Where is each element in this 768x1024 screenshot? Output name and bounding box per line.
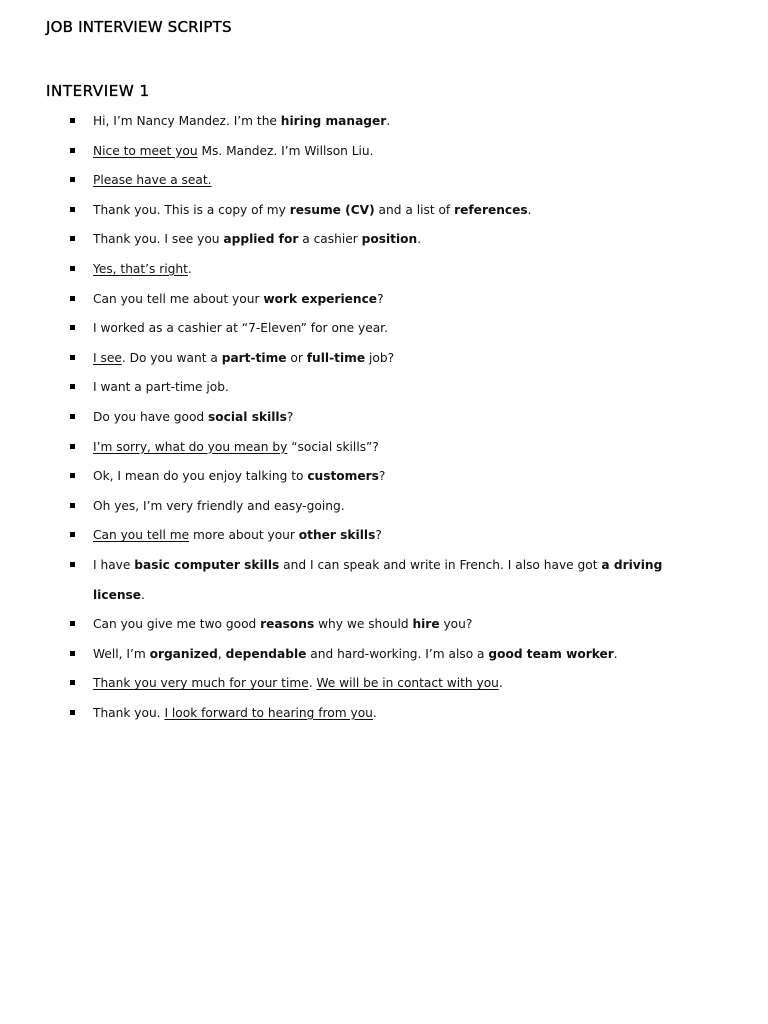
script-line [0,314,768,344]
script-line [0,492,768,522]
square-bullet-icon [70,355,75,360]
bold-text: good team worker [488,646,614,661]
text-segment: why we should [314,617,413,632]
bold-text: social skills [208,409,287,424]
square-bullet-icon [70,118,75,123]
square-bullet-icon [70,177,75,182]
script-line [0,285,768,315]
bold-text: hire [412,617,440,632]
script-line-list [0,107,768,728]
script-line [0,669,768,699]
square-bullet-icon [70,503,75,508]
script-line [0,107,768,137]
text-segment: Do you have good [93,409,209,424]
bold-text: other skills [298,528,376,543]
script-line [0,551,768,610]
text-segment: Thank you. I see you [93,232,224,247]
bold-text: reasons [260,617,315,632]
text-segment: . [386,114,391,128]
text-segment: and hard-working. I’m also a [306,646,489,661]
square-bullet-icon [70,207,75,212]
square-bullet-icon [70,532,75,537]
square-bullet-icon [70,266,75,271]
text-segment: more about your [189,528,299,543]
bold-text: part-time [221,350,287,365]
script-line [0,196,768,226]
script-line [0,225,768,255]
text-segment: “social skills”? [287,439,379,454]
bold-text: customers [307,469,379,484]
text-segment: I want a part-time job. [93,380,229,395]
text-segment: . [308,676,317,691]
text-segment: ? [377,291,384,306]
bold-text: a driving license [93,557,663,602]
text-segment: ? [378,469,386,484]
underlined-text: Thank you very much for your time [93,676,309,691]
bold-text: resume (CV) [289,202,375,217]
bold-text: position [361,232,418,247]
square-bullet-icon [70,296,75,301]
text-segment: or [286,350,307,365]
script-line [0,640,768,670]
bold-text: work experience [263,291,378,306]
square-bullet-icon [70,236,75,241]
square-bullet-icon [70,325,75,330]
document-title: JOB INTERVIEW SCRIPTS [46,18,232,36]
text-segment: Ms. Mandez. I’m Willson Liu. [197,143,374,158]
bold-text: references [454,202,528,217]
text-segment: . [613,646,618,661]
text-segment: Can you give me two good [93,617,261,632]
square-bullet-icon [70,562,75,567]
text-segment: . [498,676,503,691]
square-bullet-icon [70,444,75,449]
bold-text: organized [149,646,218,661]
underlined-text: Yes, that’s right [93,261,188,276]
text-segment: . Do you want a [121,350,222,365]
text-segment: Thank you. [93,705,165,720]
text-segment: Can you tell me about your [93,291,264,306]
text-segment: . [141,587,145,602]
text-segment: and I can speak and write in French. I also have got [279,557,602,572]
script-line [0,137,768,167]
text-segment: . [527,202,532,217]
script-line [0,403,768,433]
script-line [0,433,768,463]
underlined-text: Can you tell me [93,528,190,543]
bold-text: applied for [223,232,299,247]
text-segment: ? [375,528,382,543]
underlined-text: I’m sorry, what do you mean by [93,439,288,454]
square-bullet-icon [70,414,75,419]
square-bullet-icon [70,621,75,626]
text-segment: job? [365,350,395,365]
bold-text: basic computer skills [134,557,280,572]
text-segment: I have [93,557,135,572]
script-line [0,166,768,196]
text-segment: Well, I’m [93,646,150,661]
text-segment: and a list of [374,202,455,217]
square-bullet-icon [70,148,75,153]
script-line [0,255,768,285]
script-line [0,521,768,551]
square-bullet-icon [70,680,75,685]
square-bullet-icon [70,473,75,478]
script-line [0,373,768,403]
underlined-text: We will be in contact with you [316,676,499,691]
text-segment: . [372,705,377,720]
text-segment: I worked as a cashier at “7-Eleven” for one year. [93,321,388,336]
script-line [0,462,768,492]
underlined-text: Please have a seat. [93,173,212,188]
square-bullet-icon [70,710,75,715]
bold-text: hiring manager [280,114,387,128]
text-segment: . [187,261,192,276]
bold-text: dependable [225,646,307,661]
script-line [0,610,768,640]
text-segment: a cashier [298,232,362,247]
text-segment: Ok, I mean do you enjoy talking to [93,469,308,484]
script-line [0,344,768,374]
bold-text: full-time [306,350,366,365]
text-segment: you? [439,617,473,632]
text-segment: Oh yes, I’m very friendly and easy-going. [93,498,345,513]
underlined-text: Nice to meet you [93,143,198,158]
text-segment: Thank you. This is a copy of my [93,202,290,217]
underlined-text: I look forward to hearing from you [164,705,373,720]
text-segment: Hi, I’m Nancy Mandez. I’m the [93,114,281,128]
section-heading: INTERVIEW 1 [46,82,150,100]
script-line [0,699,768,729]
text-segment: ? [286,409,294,424]
square-bullet-icon [70,651,75,656]
text-segment: , [217,646,226,661]
text-segment: . [417,232,422,247]
square-bullet-icon [70,384,75,389]
underlined-text: I see [93,350,122,365]
